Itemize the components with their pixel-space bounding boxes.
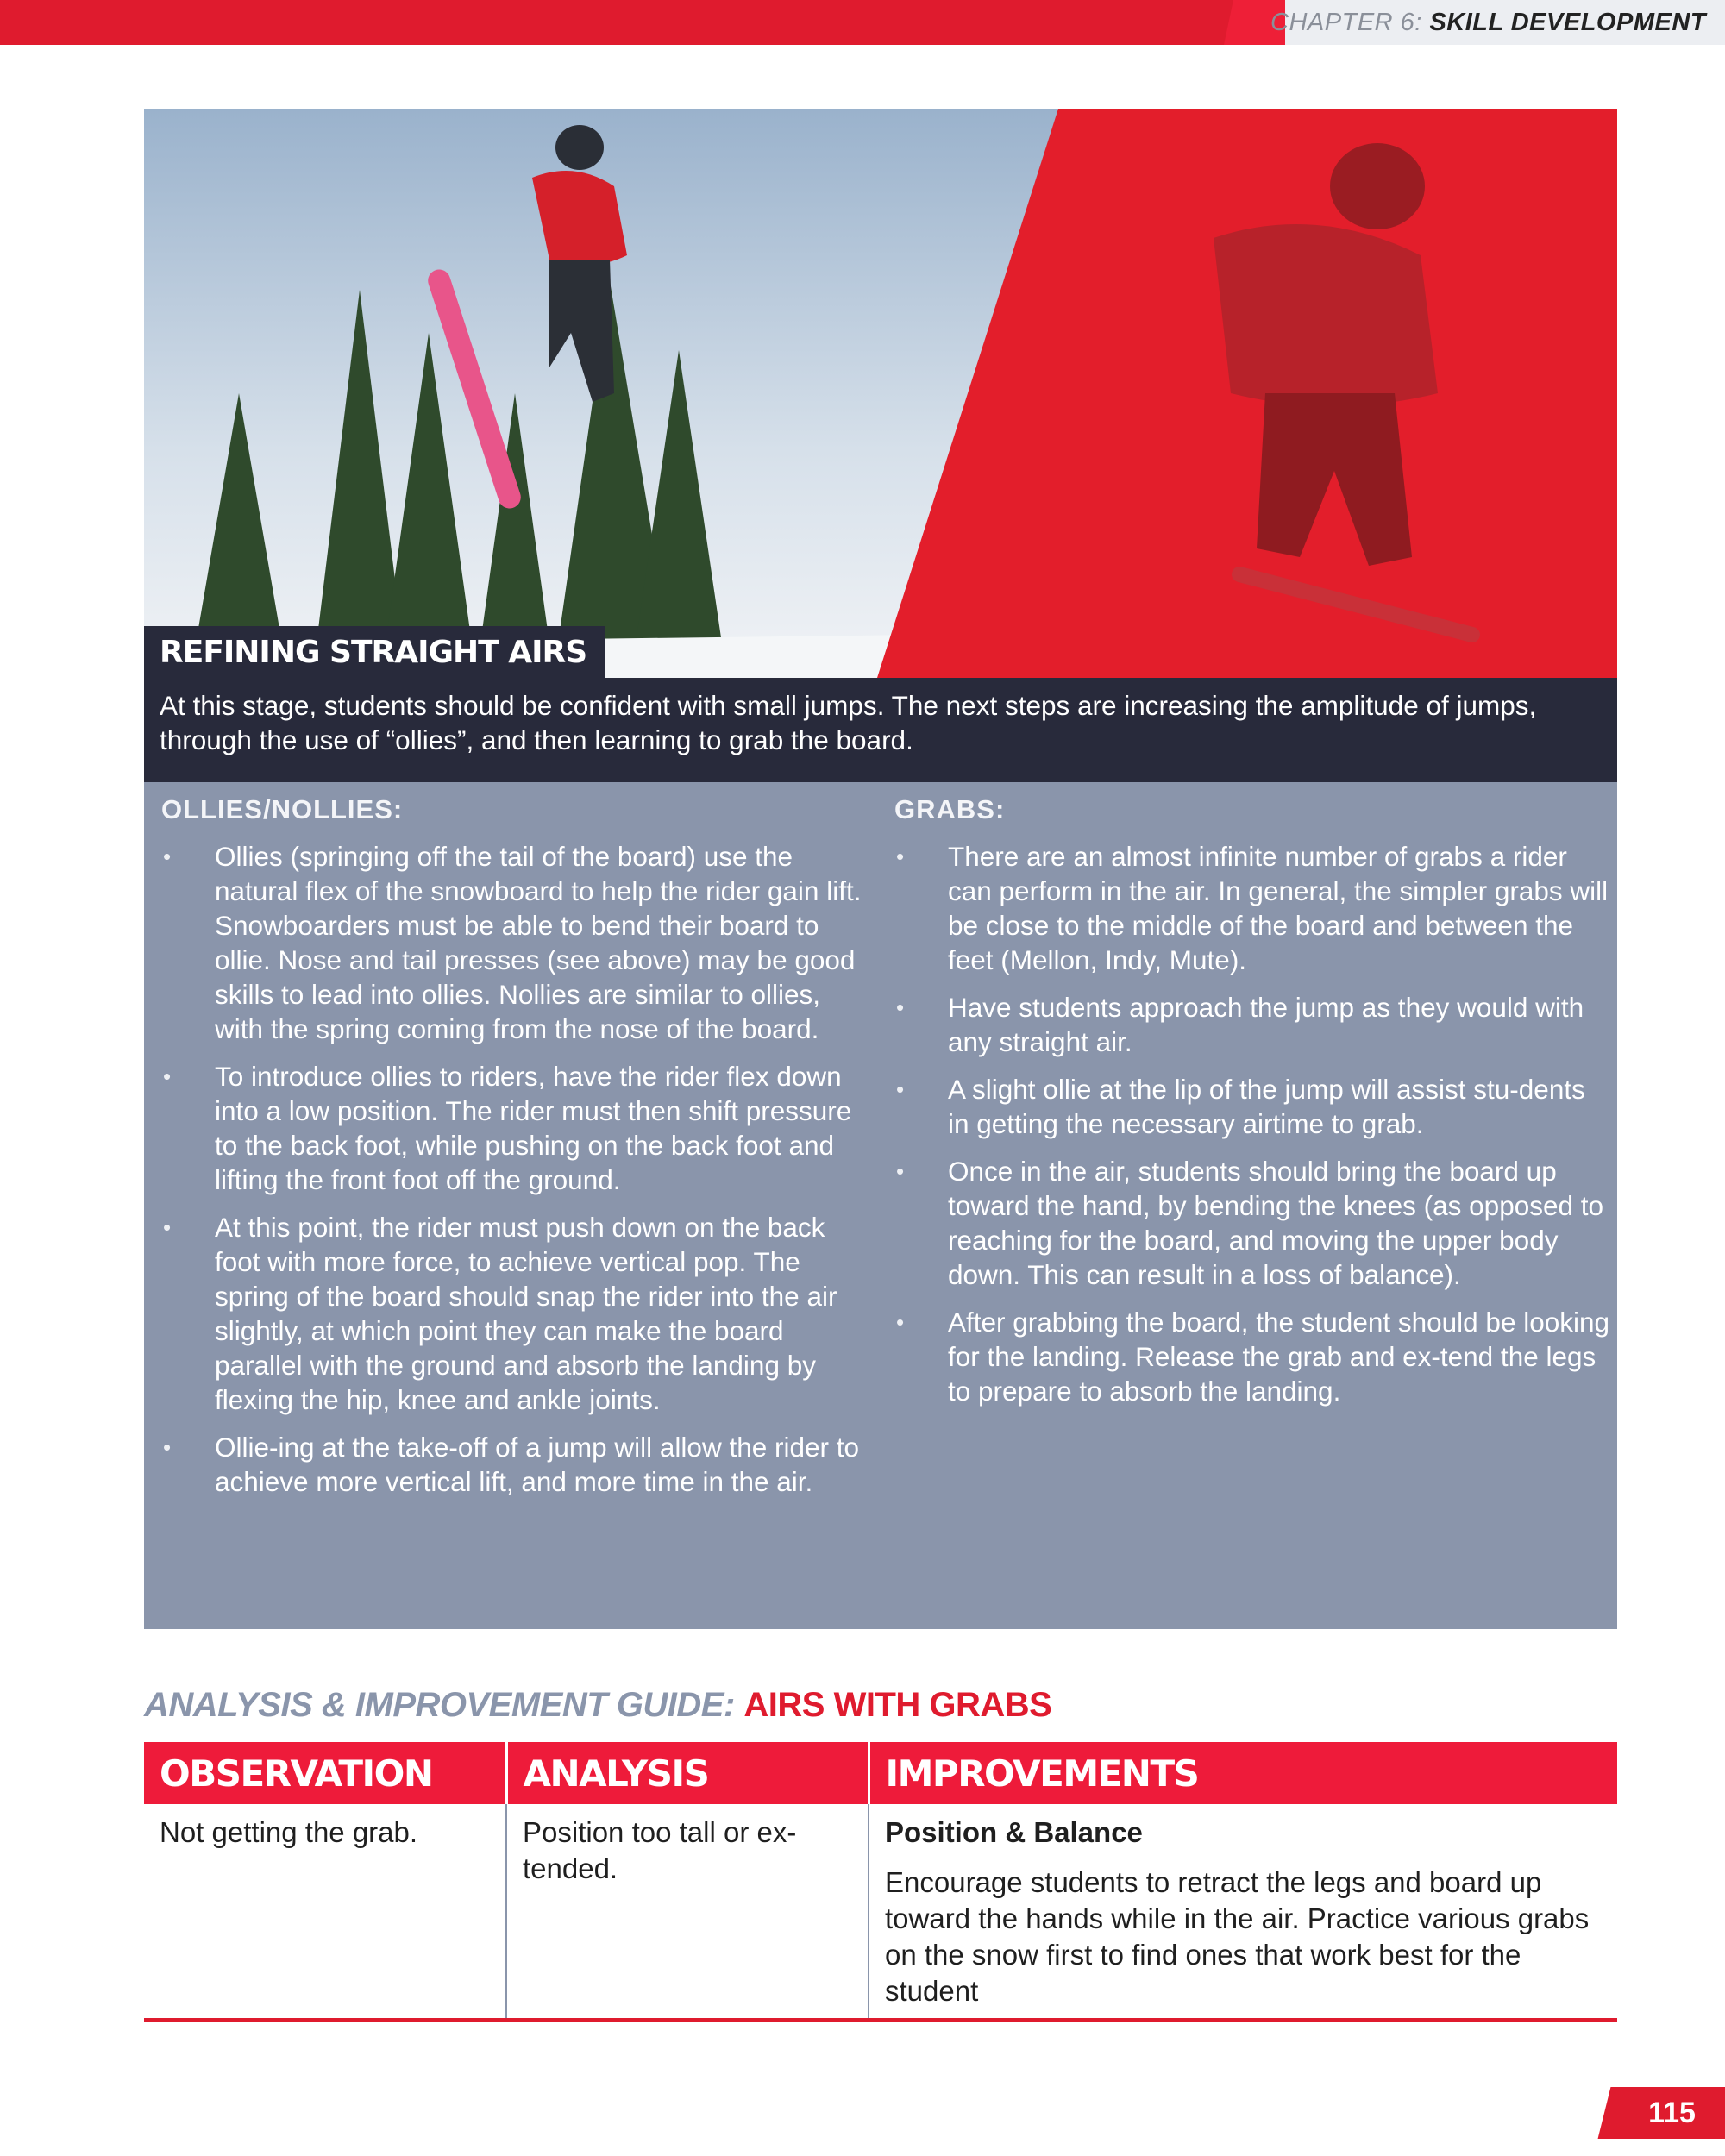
chapter-heading [1270,9,1706,37]
intro-paragraph: At this stage, students should be confident with small jumps. The next steps are increasing the amplitude of jumps, through the use of “ollies”, and then learning to grab the board. [144,678,1617,783]
grabs-list [894,839,1610,1408]
list-item: • To introduce ollies to riders, have the rider flex down into a low position. The rider must then shift pressure to the back foot, while pushing on the back foot and lifting the front foot off the ground. [161,1059,864,1197]
list-item: • There are an almost infinite number of grabs a rider can perform in the air. In general, the simpler grabs will be close to the middle of the board and between the feet (Mellon, Indy, Mute). [894,839,1610,977]
chapter-prefix: CHAPTER 6: [1270,9,1422,36]
cell-analysis: Position too tall or ex-tended. [506,1804,869,2021]
table-header-row [144,1742,1617,1804]
column-header-analysis: ANALYSIS [506,1742,869,1804]
guide-title-prefix: ANALYSIS & IMPROVEMENT GUIDE: [144,1686,735,1724]
list-item: • Ollie-ing at the take-off of a jump will allow the rider to achieve more vertical lift, and more time in the air. [161,1430,864,1499]
skills-panel [144,782,1617,1629]
column-header-improvements: IMPROVEMENTS [869,1742,1617,1804]
table-row [144,1804,1617,2021]
column-header-observation: OBSERVATION [144,1742,506,1804]
grabs-column [894,793,1610,1421]
list-item: • Once in the air, students should bring the board up toward the hand, by bending the knees (as opposed to reaching for the board, and moving the upper body down. This can result in a loss of balance). [894,1154,1610,1292]
page-number: 115 [1619,2087,1725,2139]
list-item: • A slight ollie at the lip of the jump will assist stu-dents in getting the necessary airtime to grab. [894,1072,1610,1141]
list-item: • Have students approach the jump as they would with any straight air. [894,990,1610,1059]
list-item: • At this point, the rider must push down on the back foot with more force, to achieve vertical pop. The spring of the board should snap the rider into the air slightly, at which point they can make the board parallel with the ground and absorb the landing by flexing the hip, knee and ankle joints. [161,1210,864,1417]
guide-title [144,1686,1051,1725]
improvement-heading: Position & Balance [885,1816,1143,1848]
guide-title-main: AIRS WITH GRABS [743,1686,1052,1724]
analysis-table [144,1742,1617,2022]
header-bar [0,0,1294,45]
ollies-list [161,839,864,1499]
hero-photo [144,109,1617,678]
section-title: REFINING STRAIGHT AIRS [144,626,605,680]
hero-illustration [144,109,1617,678]
ollies-heading: OLLIES/NOLLIES: [161,794,404,824]
list-item: • After grabbing the board, the student should be looking for the landing. Release the grab and ex-tend the legs to prepare to absorb the landing. [894,1305,1610,1408]
cell-observation: Not getting the grab. [144,1804,506,2021]
grabs-heading: GRABS: [894,794,1006,824]
cell-improvements [869,1804,1617,2021]
ollies-column [161,793,864,1512]
list-item: • Ollies (springing off the tail of the board) use the natural flex of the snowboard to help the rider gain lift. Snowboarders must be able to bend their board to ollie. Nose and tail presses (see above) may be good skills to lead into ollies. Nollies are similar to ollies, with the spring coming from the nose of the board. [161,839,864,1046]
chapter-title: SKILL DEVELOPMENT [1429,9,1706,36]
improvement-text: Encourage students to retract the legs and board up toward the hands while in the air. Practice various grabs on the snow first to find ones that work best for the student [885,1866,1590,2007]
